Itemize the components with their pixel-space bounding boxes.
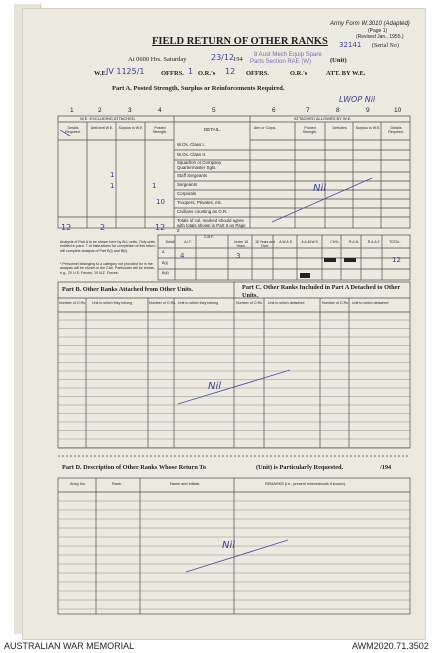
analysis-header: C.M.F. bbox=[204, 235, 214, 239]
offrs-value: 1 bbox=[188, 67, 194, 76]
column-number: 1 bbox=[70, 107, 74, 114]
analysis-header: TOTAL. bbox=[389, 240, 401, 244]
column-number: 7 bbox=[306, 107, 310, 114]
att-ors-label: O.R.'s bbox=[290, 70, 308, 77]
column-header: Surplus to W.E. bbox=[355, 126, 381, 130]
detail-row-label: W.Os. Class I. bbox=[177, 142, 205, 147]
column-header: Deficient W.E. bbox=[90, 126, 114, 130]
lwop-note: LWOP Nil bbox=[339, 95, 376, 104]
column-header: Number of O.Rs. bbox=[149, 301, 176, 305]
column-number: 6 bbox=[272, 107, 276, 114]
attached-allowed-header: ATTACHED ALLOWED BY W.E. bbox=[294, 116, 352, 121]
value-sergeants-surplus: 1 bbox=[110, 182, 115, 190]
column-header: Name and Initials. bbox=[170, 482, 201, 486]
offrs-label: OFFRS. bbox=[161, 70, 184, 77]
column-header: REMARKS (i.e., present whereabouts if known). bbox=[265, 482, 347, 486]
column-header: Rank. bbox=[112, 482, 122, 486]
detail-header: DETAIL. bbox=[204, 127, 221, 132]
column-number: 9 bbox=[366, 107, 370, 114]
column-header: Unit to which they belong bbox=[178, 301, 219, 305]
part-d-mid: (Unit) is Particularly Requested. bbox=[256, 464, 344, 471]
total-posted: 12 bbox=[155, 223, 166, 232]
analysis-a-aif: 4 bbox=[180, 252, 185, 260]
page-number: (Page 1) bbox=[368, 28, 388, 34]
detail-row-label: Troopers, Privates, etc. bbox=[177, 200, 223, 205]
column-number: 4 bbox=[158, 107, 162, 114]
analysis-header: Under 18 Years. bbox=[234, 240, 248, 248]
column-header: Deficient. bbox=[332, 126, 348, 130]
at-hours-label: At 0600 Hrs. Saturday bbox=[128, 56, 187, 63]
ors-label: O.R.'s bbox=[198, 70, 216, 77]
analysis-header: CIVIL. bbox=[330, 240, 340, 244]
att-by-we-label: ATT. BY W.E. bbox=[326, 70, 366, 77]
we-number-handwritten: IV 1125/1 bbox=[106, 67, 145, 76]
footer-institution: AUSTRALIAN WAR MEMORIAL bbox=[4, 641, 135, 651]
column-header: Unit to which detached bbox=[352, 301, 389, 305]
detail-row-label: Staff Sergeants bbox=[177, 173, 208, 178]
army-form-number: Army Form W.3010 (Adapted) bbox=[330, 21, 410, 27]
footer-accession: AWM2020.71.3502 bbox=[352, 641, 429, 651]
column-number: 3 bbox=[128, 107, 132, 114]
column-header: Number of O.Rs. bbox=[322, 301, 349, 305]
year-label: 194 bbox=[233, 56, 243, 63]
part-d-nil: Nil bbox=[222, 540, 236, 551]
analysis-header: 18 Years and Over. bbox=[255, 240, 275, 248]
column-number: 8 bbox=[336, 107, 340, 114]
detail-row-label: Corporals bbox=[177, 191, 197, 196]
we-label: W.E. bbox=[94, 70, 108, 77]
column-header: Army No. bbox=[70, 482, 86, 486]
analysis-row-label: B(ii) bbox=[162, 271, 169, 275]
att-offrs-label: OFFRS. bbox=[246, 70, 269, 77]
unit-label: (Unit) bbox=[330, 57, 347, 64]
analysis-header: A.W.A.S. bbox=[279, 240, 293, 244]
detail-row-label: Totals of col. marked should agree with totals shown in Part II on Page 2 bbox=[177, 218, 246, 233]
we-excluding-header: W.E. EXCLUDING ATTACHED. bbox=[80, 116, 136, 121]
part-c-title: Part C. Other Ranks Included in Part A Detached to Other Units. bbox=[242, 284, 401, 299]
part-d-title: Part D. Description of Other Ranks Whose Return To bbox=[62, 464, 207, 471]
part-b-title: Part B. Other Ranks Attached from Other Units. bbox=[62, 286, 194, 293]
value-sergeants-posted: 1 bbox=[152, 182, 157, 190]
analysis-total: 12 bbox=[392, 256, 401, 264]
revision-note: (Revised Jan., 1955.) bbox=[356, 34, 404, 40]
form-title: FIELD RETURN OF OTHER RANKS bbox=[152, 36, 328, 47]
detail-row-label: Squadron or Company Quartermaster Sgts. bbox=[177, 160, 222, 170]
total-surplus: 2 bbox=[100, 223, 106, 232]
column-header: Details Required. bbox=[65, 126, 81, 135]
persons-note: * Personnel belonging to a category not provided for in the analysis will be shown in the Civil. Particulars will be shown, e.g., 20 U.S. Forces, 10 N.Z. Forces. bbox=[60, 262, 156, 275]
serial-number-handwritten: 32141 bbox=[339, 41, 362, 49]
column-number: 10 bbox=[394, 107, 402, 114]
serial-label: (Serial No) bbox=[372, 43, 399, 49]
date-handwritten: 23/12 bbox=[211, 53, 235, 62]
column-header: Arm or Corps. bbox=[253, 126, 277, 130]
analysis-header: Detail bbox=[165, 240, 175, 244]
column-header: Unit to which detached bbox=[268, 301, 305, 305]
analysis-header: A.A.M.W.S. bbox=[301, 240, 319, 244]
column-header: Posted Strength. bbox=[152, 126, 168, 135]
column-number: 5 bbox=[212, 107, 216, 114]
detail-row-label: Sergeants bbox=[177, 182, 198, 187]
column-header: Unit to which they belong bbox=[92, 301, 133, 305]
analysis-header: A.I.F. bbox=[184, 240, 192, 244]
part-a-nil: Nil bbox=[313, 183, 327, 194]
analysis-header: R.A.N. bbox=[349, 240, 359, 244]
detail-row-label: W.Os. Class II. bbox=[177, 152, 207, 157]
value-corporals-surplus: 1 bbox=[110, 171, 115, 179]
ors-value: 12 bbox=[225, 67, 236, 76]
part-d-date: /194 bbox=[380, 464, 392, 471]
total-deficient: 12 bbox=[61, 223, 72, 232]
unit-stamp-line1: 8 Aust Mech Equip Spare bbox=[254, 52, 322, 58]
analysis-header: R.A.A.F. bbox=[367, 240, 381, 244]
column-header: Surplus to W.E. bbox=[118, 126, 144, 130]
analysis-note: Analysis of Part A to be shown here by ALL units. Only units entitled in para. 7 of Instructions for completion of this return will complete analysis of Part B(i) and B(ii). bbox=[60, 240, 156, 253]
column-header: Number of O.Rs. bbox=[59, 301, 86, 305]
analysis-row-label: A bbox=[162, 250, 165, 254]
part-a-title: Part A. Posted Strength, Surplus or Reinforcements Required. bbox=[112, 85, 285, 92]
analysis-row-label: B(i) bbox=[162, 260, 168, 265]
column-number: 2 bbox=[98, 107, 102, 114]
column-header: Details Required. bbox=[388, 126, 404, 135]
analysis-a-cmf: 3 bbox=[236, 252, 241, 260]
part-b-nil: Nil bbox=[208, 381, 222, 392]
unit-stamp-line2: Parts Section RAE (W) bbox=[250, 59, 312, 65]
column-header: Posted Strength. bbox=[302, 126, 318, 135]
detail-row-label: Civilians counting as O.R. bbox=[177, 209, 228, 214]
value-privates-posted: 10 bbox=[156, 198, 165, 206]
column-header: Number of O.Rs. bbox=[236, 301, 263, 305]
